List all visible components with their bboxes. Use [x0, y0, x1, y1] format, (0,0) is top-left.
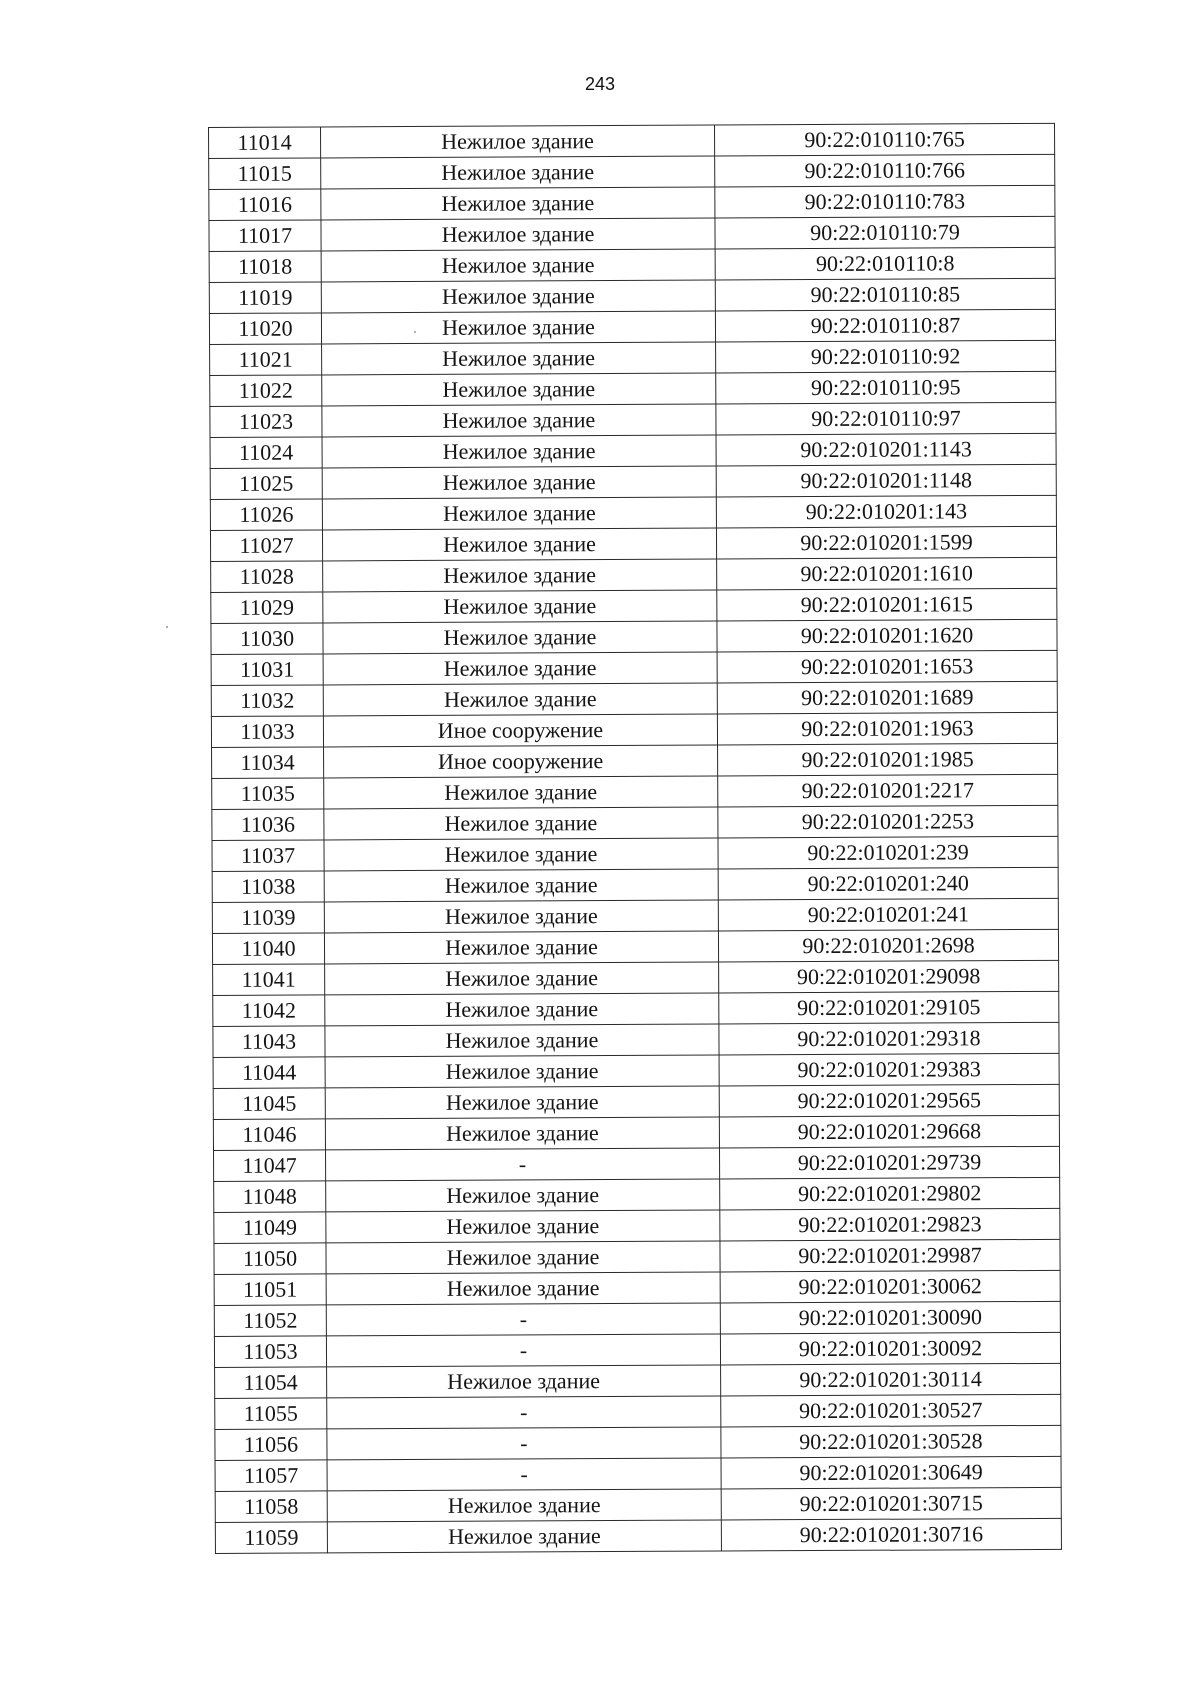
cadastral-number-cell: 90:22:010201:30090	[720, 1301, 1060, 1334]
cadastral-number-cell: 90:22:010110:783	[715, 185, 1055, 218]
object-type-cell: -	[326, 1303, 720, 1336]
row-number-cell: 11024	[210, 437, 322, 469]
object-type-cell: Нежилое здание	[321, 156, 715, 189]
table-row	[209, 309, 1055, 344]
object-type-cell: Нежилое здание	[321, 125, 715, 158]
table-row	[214, 1177, 1060, 1212]
row-number-cell: 11041	[213, 964, 325, 996]
row-number-cell: 11045	[213, 1088, 325, 1120]
table-row	[214, 1270, 1060, 1305]
cadastral-number-cell: 90:22:010110:97	[716, 402, 1056, 435]
cadastral-number-cell: 90:22:010201:29987	[720, 1239, 1060, 1272]
cadastral-number-cell: 90:22:010110:92	[716, 340, 1056, 373]
table-row	[213, 960, 1059, 995]
object-type-cell: Нежилое здание	[321, 249, 715, 282]
object-type-cell: Нежилое здание	[323, 683, 717, 716]
row-number-cell: 11017	[209, 220, 321, 252]
row-number-cell: 11035	[212, 778, 324, 810]
cadastral-number-cell: 90:22:010110:85	[715, 278, 1055, 311]
row-number-cell: 11048	[214, 1181, 326, 1213]
scan-speck	[414, 331, 416, 333]
row-number-cell: 11019	[209, 282, 321, 314]
row-number-cell: 11058	[215, 1491, 327, 1523]
table-row	[215, 1425, 1061, 1460]
cadastral-number-cell: 90:22:010201:1148	[716, 464, 1056, 497]
cadastral-number-cell: 90:22:010201:1615	[717, 588, 1057, 621]
table-row	[212, 805, 1058, 840]
cadastral-number-cell: 90:22:010110:765	[714, 123, 1054, 156]
row-number-cell: 11025	[210, 468, 322, 500]
table-row	[214, 1208, 1060, 1243]
row-number-cell: 11053	[214, 1336, 326, 1368]
cadastral-number-cell: 90:22:010201:29802	[720, 1177, 1060, 1210]
row-number-cell: 11055	[215, 1398, 327, 1430]
table-row	[210, 371, 1056, 406]
cadastral-number-cell: 90:22:010201:29098	[719, 960, 1059, 993]
object-type-cell: -	[327, 1458, 721, 1491]
registry-table	[208, 123, 1062, 1554]
cadastral-number-cell: 90:22:010201:1963	[717, 712, 1057, 745]
object-type-cell: Нежилое здание	[324, 869, 718, 902]
table-row	[215, 1394, 1061, 1429]
cadastral-number-cell: 90:22:010110:87	[715, 309, 1055, 342]
cadastral-number-cell: 90:22:010201:1599	[716, 526, 1056, 559]
table-row	[210, 340, 1056, 375]
table-row	[212, 867, 1058, 902]
cadastral-number-cell: 90:22:010110:766	[715, 154, 1055, 187]
cadastral-number-cell: 90:22:010201:1610	[717, 557, 1057, 590]
page-number: 243	[584, 74, 616, 94]
object-type-cell: Нежилое здание	[323, 590, 717, 623]
object-type-cell: Нежилое здание	[324, 776, 718, 809]
cadastral-number-cell: 90:22:010201:143	[716, 495, 1056, 528]
object-type-cell: Нежилое здание	[324, 838, 718, 871]
row-number-cell: 11038	[212, 871, 324, 903]
cadastral-number-cell: 90:22:010201:1985	[718, 743, 1058, 776]
table-row	[212, 898, 1058, 933]
cadastral-number-cell: 90:22:010201:241	[718, 898, 1058, 931]
object-type-cell: Нежилое здание	[323, 652, 717, 685]
cadastral-number-cell: 90:22:010110:8	[715, 247, 1055, 280]
cadastral-number-cell: 90:22:010201:30715	[721, 1487, 1061, 1520]
cadastral-number-cell: 90:22:010201:30114	[721, 1363, 1061, 1396]
cadastral-number-cell: 90:22:010201:30716	[721, 1518, 1061, 1551]
row-number-cell: 11036	[212, 809, 324, 841]
row-number-cell: 11028	[211, 561, 323, 593]
table-row	[215, 1518, 1061, 1553]
object-type-cell: Нежилое здание	[322, 497, 716, 530]
object-type-cell: Нежилое здание	[325, 962, 719, 995]
cadastral-number-cell: 90:22:010201:1143	[716, 433, 1056, 466]
row-number-cell: 11026	[210, 499, 322, 531]
table-row	[213, 991, 1059, 1026]
row-number-cell: 11037	[212, 840, 324, 872]
table-row	[213, 1053, 1059, 1088]
object-type-cell: Нежилое здание	[322, 528, 716, 561]
cadastral-number-cell: 90:22:010201:30062	[720, 1270, 1060, 1303]
object-type-cell: Нежилое здание	[327, 1365, 721, 1398]
row-number-cell: 11032	[211, 685, 323, 717]
object-type-cell: Нежилое здание	[325, 1055, 719, 1088]
table-row	[211, 681, 1057, 716]
table-row	[212, 929, 1058, 964]
cadastral-number-cell: 90:22:010201:239	[718, 836, 1058, 869]
row-number-cell: 11040	[212, 933, 324, 965]
table-row	[214, 1332, 1060, 1367]
object-type-cell: Нежилое здание	[321, 311, 715, 344]
object-type-cell: Нежилое здание	[326, 1241, 720, 1274]
table-row	[212, 774, 1058, 809]
row-number-cell: 11015	[209, 158, 321, 190]
cadastral-number-cell: 90:22:010110:95	[716, 371, 1056, 404]
cadastral-number-cell: 90:22:010201:29823	[720, 1208, 1060, 1241]
object-type-cell: Нежилое здание	[326, 1179, 720, 1212]
table-row	[209, 216, 1055, 251]
cadastral-number-cell: 90:22:010201:29318	[719, 1022, 1059, 1055]
table-row	[210, 495, 1056, 530]
cadastral-number-cell: 90:22:010201:29668	[719, 1115, 1059, 1148]
cadastral-number-cell: 90:22:010201:1653	[717, 650, 1057, 683]
table-row	[211, 712, 1057, 747]
object-type-cell: -	[326, 1334, 720, 1367]
table-row	[210, 433, 1056, 468]
object-type-cell: Нежилое здание	[324, 931, 718, 964]
row-number-cell: 11052	[214, 1305, 326, 1337]
table-row	[209, 154, 1055, 189]
row-number-cell: 11020	[209, 313, 321, 345]
object-type-cell: Нежилое здание	[322, 466, 716, 499]
table-row	[210, 402, 1056, 437]
object-type-cell: Нежилое здание	[322, 404, 716, 437]
row-number-cell: 11042	[213, 995, 325, 1027]
table-row	[209, 185, 1055, 220]
object-type-cell: Нежилое здание	[323, 559, 717, 592]
cadastral-number-cell: 90:22:010201:29383	[719, 1053, 1059, 1086]
object-type-cell: Нежилое здание	[323, 621, 717, 654]
row-number-cell: 11046	[213, 1119, 325, 1151]
cadastral-number-cell: 90:22:010201:30092	[720, 1332, 1060, 1365]
table-row	[211, 619, 1057, 654]
cadastral-number-cell: 90:22:010201:1620	[717, 619, 1057, 652]
row-number-cell: 11051	[214, 1274, 326, 1306]
table-row	[215, 1363, 1061, 1398]
object-type-cell: Нежилое здание	[322, 342, 716, 375]
row-number-cell: 11059	[215, 1522, 327, 1554]
table-row	[214, 1239, 1060, 1274]
row-number-cell: 11047	[214, 1150, 326, 1182]
table-row	[211, 557, 1057, 592]
object-type-cell: Нежилое здание	[326, 1272, 720, 1305]
row-number-cell: 11049	[214, 1212, 326, 1244]
row-number-cell: 11018	[209, 251, 321, 283]
row-number-cell: 11050	[214, 1243, 326, 1275]
table-row	[215, 1456, 1061, 1491]
row-number-cell: 11057	[215, 1460, 327, 1492]
cadastral-number-cell: 90:22:010201:240	[718, 867, 1058, 900]
cadastral-number-cell: 90:22:010201:2217	[718, 774, 1058, 807]
cadastral-number-cell: 90:22:010201:29739	[719, 1146, 1059, 1179]
object-type-cell: Нежилое здание	[327, 1489, 721, 1522]
object-type-cell: Нежилое здание	[321, 280, 715, 313]
cadastral-number-cell: 90:22:010201:30649	[721, 1456, 1061, 1489]
row-number-cell: 11054	[215, 1367, 327, 1399]
object-type-cell: Нежилое здание	[322, 373, 716, 406]
table-row	[210, 464, 1056, 499]
object-type-cell: Нежилое здание	[322, 435, 716, 468]
cadastral-number-cell: 90:22:010110:79	[715, 216, 1055, 249]
row-number-cell: 11014	[209, 127, 321, 159]
row-number-cell: 11023	[210, 406, 322, 438]
table-row	[209, 247, 1055, 282]
object-type-cell: Нежилое здание	[325, 1086, 719, 1119]
object-type-cell: -	[326, 1148, 720, 1181]
object-type-cell: Нежилое здание	[325, 1024, 719, 1057]
table-row	[209, 123, 1055, 158]
row-number-cell: 11030	[211, 623, 323, 655]
object-type-cell: Нежилое здание	[321, 187, 715, 220]
object-type-cell: Иное сооружение	[323, 714, 717, 747]
cadastral-number-cell: 90:22:010201:30528	[721, 1425, 1061, 1458]
table-row	[213, 1115, 1059, 1150]
row-number-cell: 11029	[211, 592, 323, 624]
row-number-cell: 11034	[212, 747, 324, 779]
object-type-cell: Нежилое здание	[327, 1520, 721, 1553]
table-row	[212, 836, 1058, 871]
object-type-cell: -	[327, 1396, 721, 1429]
table-row	[213, 1022, 1059, 1057]
row-number-cell: 11022	[210, 375, 322, 407]
table-row	[211, 588, 1057, 623]
cadastral-number-cell: 90:22:010201:2698	[718, 929, 1058, 962]
table-row	[210, 526, 1056, 561]
row-number-cell: 11033	[211, 716, 323, 748]
object-type-cell: Нежилое здание	[325, 993, 719, 1026]
registry-table-body	[209, 123, 1062, 1553]
table-row	[209, 278, 1055, 313]
table-row	[214, 1146, 1060, 1181]
table-row	[215, 1487, 1061, 1522]
cadastral-number-cell: 90:22:010201:30527	[721, 1394, 1061, 1427]
cadastral-number-cell: 90:22:010201:29105	[719, 991, 1059, 1024]
cadastral-number-cell: 90:22:010201:29565	[719, 1084, 1059, 1117]
object-type-cell: Иное сооружение	[324, 745, 718, 778]
object-type-cell: Нежилое здание	[324, 807, 718, 840]
cadastral-number-cell: 90:22:010201:2253	[718, 805, 1058, 838]
object-type-cell: Нежилое здание	[324, 900, 718, 933]
row-number-cell: 11056	[215, 1429, 327, 1461]
row-number-cell: 11043	[213, 1026, 325, 1058]
object-type-cell: Нежилое здание	[326, 1210, 720, 1243]
row-number-cell: 11016	[209, 189, 321, 221]
table-row	[213, 1084, 1059, 1119]
object-type-cell: Нежилое здание	[321, 218, 715, 251]
row-number-cell: 11039	[212, 902, 324, 934]
row-number-cell: 11044	[213, 1057, 325, 1089]
table-row	[212, 743, 1058, 778]
table-row	[211, 650, 1057, 685]
row-number-cell: 11027	[210, 530, 322, 562]
cadastral-number-cell: 90:22:010201:1689	[717, 681, 1057, 714]
object-type-cell: -	[327, 1427, 721, 1460]
table-row	[214, 1301, 1060, 1336]
scan-speck	[166, 626, 168, 628]
row-number-cell: 11031	[211, 654, 323, 686]
object-type-cell: Нежилое здание	[325, 1117, 719, 1150]
row-number-cell: 11021	[210, 344, 322, 376]
